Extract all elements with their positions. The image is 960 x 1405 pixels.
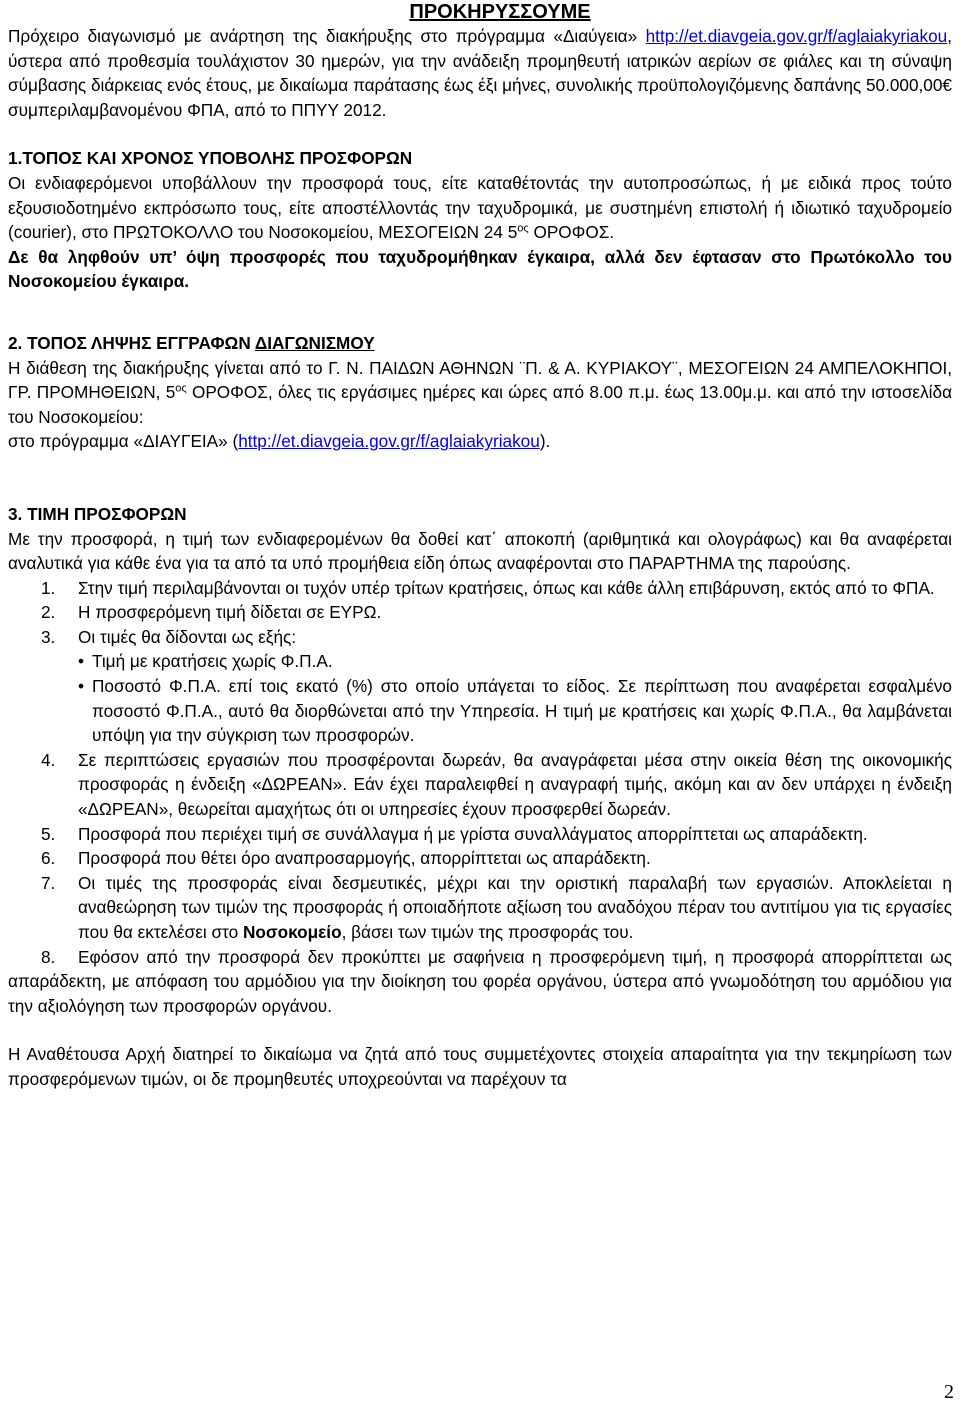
section-2-heading [8,331,952,356]
section-1-body-end: ΟΡΟΦΟΣ. [528,222,615,243]
list-item [8,576,952,601]
section-2-text [8,356,952,430]
list-item-bold: Νοσοκομείο [242,922,342,942]
section-1-body: Οι ενδιαφερόμενοι υποβάλλουν την προσφορά τους, είτε καταθέτοντάς την αυτοπροσώπως, ή με ειδικά προς τούτο εξουσιοδοτημένο εκπρόσωπο τους, είτε αποστέλλοντάς την ταχυδρομικά, με συστημένη επιστολή ή ιδιωτικό ταχυδρομείο (courier), στο ΠΡΩΤΟΚΟΛΛΟ του Νοσοκομείου, ΜΕΣΟΓΕΙΩΝ 24 5 [8,172,952,243]
list-item [8,748,952,822]
section-2-body-1: Η διάθεση της διακήρυξης γίνεται από το Γ. Ν. ΠΑΙΔΩΝ ΑΘΗΝΩΝ ¨Π. & Α. ΚΥΡΙΑΚΟΥ¨, ΜΕΣΟΓΕΙΩΝ 24 ΑΜΠΕΛΟΚΗΠΟΙ, ΓΡ. ΠΡΟΜΗΘΕΙΩΝ, 5 [8,357,952,403]
list-number: 3. [41,626,56,647]
intro-paragraph [8,24,952,122]
section-2-link-line [8,429,952,454]
section-1-heading: 1.ΤΟΠΟΣ ΚΑΙ ΧΡΟΝΟΣ ΥΠΟΒΟΛΗΣ ΠΡΟΣΦΟΡΩΝ [8,148,413,169]
list-item-text: Προσφορά που θέτει όρο αναπροσαρμογής, απορρίπτεται ως απαράδεκτη. [78,848,651,869]
list-number: 8. [41,946,56,967]
price-terms-list [8,576,952,1019]
list-item-text: Οι τιμές της προσφοράς είναι δεσμευτικές, μέχρι και την οριστική παραλαβή των εργασιών. Αποκλείεται η αναθεώρηση των τιμών της προσφοράς ή οποιαδήποτε αξίωση του αναδόχου πέραν του αντιτίμου για τις εργασίες που θα εκτελέσει στο [78,872,952,942]
diavgeia-link[interactable]: http://et.diavgeia.gov.gr/f/aglaiakyriakou [645,26,948,46]
list-number: 1. [41,577,56,598]
intro-text-2: , ύστερα από προθεσμία τουλάχιστον 30 ημερών, για την ανάδειξη προμηθευτή ιατρικών αερίων σε φιάλες και τη σύναψη σύμβασης διάρκειας ενός έτους, με δικαίωμα παράτασης έως έξι μήνες, συνολικής προϋπολογιζόμενης δαπάνης 50.000,00€ συμπεριλαμβανομένου ΦΠΑ, από το ΠΠΥΥ 2012. [8,26,952,120]
section-1-text [8,171,952,245]
bullet-item: • Ποσοστό Φ.Π.Α. επί τοις εκατό (%) στο οποίο υπάγεται το είδος. Σε περίπτωση που αναφέρεται εσφαλμένο ποσοστό Φ.Π.Α., αυτό θα διορθώνεται από την Υπηρεσία. Η τιμή με κρατήσεις και χωρίς Φ.Π.Α., θα λαμβάνεται υπόψη για την σύγκριση των προσφορών. [78,674,952,748]
section-2-body-3: στο πρόγραμμα «ΔΙΑΥΓΕΙΑ» ( [8,431,239,452]
list-item-text: Στην τιμή περιλαμβάνονται οι τυχόν υπέρ τρίτων κρατήσεις, όπως και κάθε άλλη επιβάρυνση, εκτός από το ΦΠΑ. [78,577,935,598]
list-item [8,600,952,625]
list-item-text: Η προσφερόμενη τιμή δίδεται σε ΕΥΡΩ. [78,602,382,623]
list-number: 4. [41,749,56,770]
document-title: ΠΡΟΚΗΡΥΣΣΟΥΜΕ [409,1,591,23]
section-2-sup: ος [175,382,187,395]
section-3-heading: 3. ΤΙΜΗ ΠΡΟΣΦΟΡΩΝ [8,503,187,524]
list-item-text: Προσφορά που περιέχει τιμή σε συνάλλαγμα ή με γρίστα συναλλάγματος απορρίπτεται ως απαράδεκτη. [78,823,868,844]
list-item-text-end: , βάσει των τιμών της προσφοράς του. [341,922,634,942]
list-item [8,822,952,847]
diavgeia-link-2[interactable]: http://et.diavgeia.gov.gr/f/aglaiakyriakou [238,431,540,452]
list-item [8,846,952,871]
list-number: 5. [41,823,56,844]
bullet-item: • Τιμή με κρατήσεις χωρίς Φ.Π.Α. [78,649,952,674]
closing-paragraph: Η Αναθέτουσα Αρχή διατηρεί το δικαίωμα να ζητά από τους συμμετέχοντες στοιχεία απαραίτητα για την τεκμηρίωση των προσφερόμενων τιμών, οι δε προμηθευτές υποχρεούνται να παρέχουν τα [8,1044,952,1089]
list-item [8,871,952,945]
list-number: 7. [41,872,56,893]
section-1-bold-note: Δε θα ληφθούν υπ’ όψη προσφορές που ταχυδρομήθηκαν έγκαιρα, αλλά δεν έφτασαν στο Πρωτόκολλο του Νοσοκομείου έγκαιρα. [8,246,952,292]
section-2-heading-b: ΔΙΑΓΩΝΙΣΜΟΥ [254,332,375,353]
bullet-list [78,649,952,747]
page-number: 2 [944,1381,954,1403]
section-1-sup: ος [517,222,529,235]
list-item-text: Εφόσον από την προσφορά δεν προκύπτει με σαφήνεια η προσφερόμενη τιμή, η προσφορά απορρίπτεται ως απαράδεκτη, με απόφαση του αρμόδιου για την διοίκηση του φορέα οργάνου, ύστερα από γνωμοδότηση του αρμόδιου για την αξιολόγηση των προσφορών οργάνου. [8,946,952,1016]
section-2-heading-a: 2. ΤΟΠΟΣ ΛΗΨΗΣ ΕΓΓΡΑΦΩΝ [8,332,255,353]
list-item-text: Σε περιπτώσεις εργασιών που προσφέρονται δωρεάν, θα αναγράφεται μέσα στην οικεία θέση της οικονομικής προσφοράς η ένδειξη «ΔΩΡΕΑΝ». Εάν έχει παραλειφθεί η αναγραφή τιμής, ακόμη και αν δεν υπάρχει η ένδειξη «ΔΩΡΕΑΝ», θεωρείται αμαχήτως ότι οι υπηρεσίες έχουν προσφερθεί δωρεάν. [78,749,952,820]
list-item-text: Οι τιμές θα δίδονται ως εξής: [78,626,297,647]
section-2-body-4: ). [539,431,551,452]
section-2-body-2: ΟΡΟΦΟΣ, όλες τις εργάσιμες ημέρες και ώρες από 8.00 π.μ. έως 13.00μ.μ. και από την ιστοσελίδα του Νοσοκομείου: [8,382,953,427]
list-number: 2. [41,602,56,623]
list-item [8,625,952,748]
document-page [8,0,952,1092]
list-item [8,945,952,1019]
section-3-intro: Με την προσφορά, η τιμή των ενδιαφερομένων θα δοθεί κατ΄ αποκοπή (αριθμητικά και ολογράφως) και θα αναφέρεται αναλυτικά για κάθε ένα για τα από τα υπό προμήθεια είδη όπως αναφέρονται στο ΠΑΡΑΡΤΗΜΑ της παρούσης. [8,528,952,574]
list-number: 6. [41,848,56,869]
intro-text-1: Πρόχειρο διαγωνισμό με ανάρτηση της διακήρυξης στο πρόγραμμα «Διαύγεια» [8,26,646,46]
